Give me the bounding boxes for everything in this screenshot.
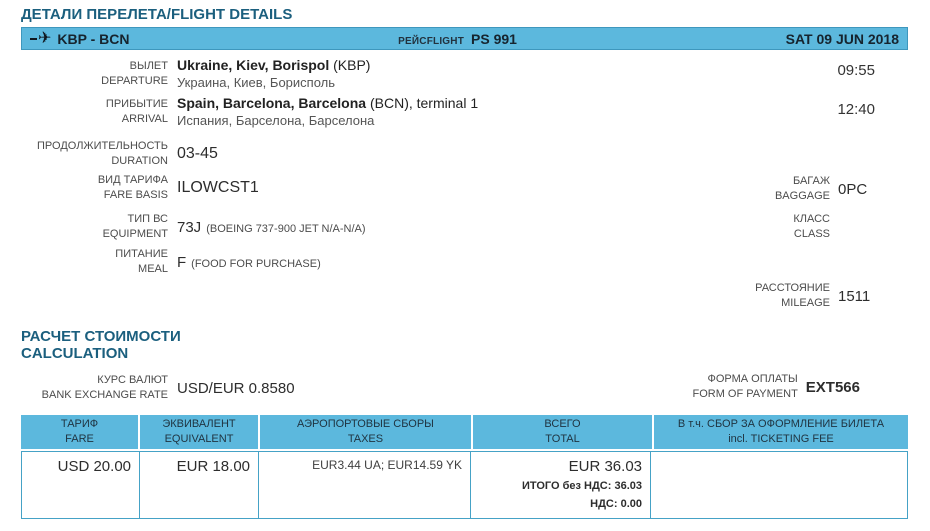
- total-without-vat: ИТОГО без НДС: 36.03: [521, 480, 642, 492]
- ticketing-fee-header-ru: В т.ч. СБОР ЗА ОФОРМЛЕНИЕ БИЛЕТА: [677, 418, 885, 430]
- departure-city: Ukraine, Kiev, Borispol: [177, 57, 330, 73]
- fare-header-en: FARE: [65, 433, 94, 445]
- fare-basis-label-en: FARE BASIS: [103, 189, 168, 201]
- exchange-rate-row: [21, 373, 295, 403]
- meal-label: [21, 247, 168, 277]
- exchange-rate-value: USD/EUR 0.8580: [177, 379, 295, 397]
- mileage-label-en: MILEAGE: [781, 297, 830, 309]
- mileage-label-ru: РАССТОЯНИЕ: [755, 282, 830, 294]
- meal-value: [177, 254, 321, 271]
- fare-header: [21, 415, 138, 449]
- duration-value: 03-45: [177, 145, 218, 162]
- flight-date: SAT 09 JUN 2018: [785, 30, 899, 47]
- arrival-row: [21, 95, 478, 128]
- total-header-ru: ВСЕГО: [544, 418, 581, 430]
- fare-basis-label: [21, 173, 168, 203]
- fare-header-ru: ТАРИФ: [60, 418, 99, 430]
- equivalent-cell: EUR 18.00: [140, 452, 259, 519]
- ticketing-fee-header: [654, 415, 908, 449]
- class-block: [793, 212, 880, 242]
- fare-basis-row: [21, 173, 259, 203]
- ticketing-fee-cell: [651, 452, 908, 519]
- flight-number: PS 991: [471, 30, 517, 47]
- equipment-row: [21, 212, 366, 242]
- equipment-label-en: EQUIPMENT: [102, 228, 168, 240]
- fare-basis-label-ru: ВИД ТАРИФА: [97, 174, 168, 186]
- equipment-code: 73J: [177, 218, 202, 236]
- equivalent-header-en: EQUIVALENT: [164, 433, 234, 445]
- meal-row: [21, 247, 321, 277]
- meal-note: (FOOD FOR PURCHASE): [191, 257, 321, 270]
- departure-airport-code: (KBP): [329, 57, 371, 73]
- departure-value: [177, 57, 370, 90]
- taxes-header: [260, 415, 471, 449]
- taxes-header-ru: АЭРОПОРТОВЫЕ СБОРЫ: [297, 418, 434, 430]
- equipment-value: [177, 219, 366, 236]
- departure-label-en: DEPARTURE: [101, 75, 168, 87]
- duration-label-ru: ПРОДОЛЖИТЕЛЬНОСТЬ: [37, 140, 168, 152]
- payment-label-en: FORM OF PAYMENT: [692, 388, 798, 400]
- mileage-value: 1511: [838, 287, 871, 305]
- meal-label-ru: ПИТАНИЕ: [115, 248, 168, 260]
- exchange-rate-label: [21, 373, 168, 403]
- meal-label-en: MEAL: [138, 263, 168, 275]
- mileage-label: [755, 281, 830, 311]
- payment-block: [692, 372, 860, 402]
- route-label: KBP - BCN: [57, 30, 130, 47]
- payment-value: EXT566: [805, 378, 860, 396]
- mileage-block: [755, 281, 880, 311]
- cost-table-body: [21, 451, 908, 519]
- departure-label: [21, 57, 168, 90]
- class-label: [793, 212, 830, 242]
- payment-label: [692, 372, 797, 402]
- arrival-city: Spain, Barcelona, Barcelona: [177, 95, 367, 111]
- baggage-block: [775, 174, 880, 204]
- fare-basis-value: ILOWCST1: [177, 179, 259, 196]
- duration-row: [21, 139, 218, 169]
- plane-icon: [30, 31, 51, 47]
- calculation-title: [21, 328, 181, 362]
- arrival-time: 12:40: [837, 101, 875, 118]
- arrival-airport-code: (BCN), terminal 1: [366, 95, 479, 111]
- fare-cell: USD 20.00: [22, 452, 140, 519]
- arrival-city-ru: Испания, Барселона, Барселона: [177, 113, 375, 128]
- baggage-label-en: BAGGAGE: [774, 190, 830, 202]
- calculation-title-en: CALCULATION: [21, 345, 129, 362]
- taxes-cell: EUR3.44 UA; EUR14.59 YK: [259, 452, 471, 519]
- total-amount: EUR 36.03: [568, 458, 642, 475]
- departure-city-ru: Украина, Киев, Борисполь: [177, 75, 336, 90]
- equivalent-header-ru: ЭКВИВАЛЕНТ: [162, 418, 236, 430]
- equipment-label-ru: ТИП ВС: [127, 213, 168, 225]
- baggage-label-ru: БАГАЖ: [792, 175, 830, 187]
- arrival-label-ru: ПРИБЫТИЕ: [105, 98, 168, 110]
- class-label-en: CLASS: [793, 228, 830, 240]
- cost-table-row: [22, 452, 908, 519]
- arrival-value: [177, 95, 478, 128]
- exchange-rate-label-ru: КУРС ВАЛЮТ: [97, 374, 168, 386]
- arrival-label: [21, 95, 168, 128]
- departure-row: [21, 57, 370, 90]
- class-label-ru: КЛАСС: [793, 213, 830, 225]
- equipment-label: [21, 212, 168, 242]
- vat-amount: НДС: 0.00: [590, 498, 642, 510]
- taxes-header-en: TAXES: [347, 433, 384, 445]
- total-header-en: TOTAL: [545, 433, 580, 445]
- duration-label: [21, 139, 168, 169]
- equivalent-header: [140, 415, 258, 449]
- equipment-note: (BOEING 737-900 JET N/A-N/A): [206, 222, 366, 235]
- departure-time: 09:55: [837, 62, 875, 79]
- total-header: [473, 415, 652, 449]
- plane-glyph: ✈: [38, 29, 52, 47]
- arrival-label-en: ARRIVAL: [121, 113, 168, 125]
- meal-code: F: [177, 253, 187, 271]
- baggage-label: [775, 174, 830, 204]
- flight-number-group: [398, 31, 517, 47]
- baggage-value: 0PC: [838, 180, 868, 198]
- payment-label-ru: ФОРМА ОПЛАТЫ: [707, 373, 798, 385]
- contrail-line: [30, 38, 37, 40]
- flight-header-bar: [21, 27, 908, 50]
- flight-number-label: РЕЙСFLIGHT: [398, 35, 465, 47]
- route-group: [30, 31, 129, 47]
- departure-label-ru: ВЫЛЕТ: [129, 60, 168, 72]
- cost-table-header: [21, 415, 908, 449]
- calculation-title-ru: РАСЧЕТ СТОИМОСТИ: [21, 328, 181, 345]
- exchange-rate-label-en: BANK EXCHANGE RATE: [41, 389, 168, 401]
- duration-label-en: DURATION: [111, 155, 168, 167]
- ticketing-fee-header-en: incl. TICKETING FEE: [728, 433, 834, 445]
- page-title: ДЕТАЛИ ПЕРЕЛЕТА/FLIGHT DETAILS: [21, 6, 293, 23]
- total-cell: [471, 452, 651, 519]
